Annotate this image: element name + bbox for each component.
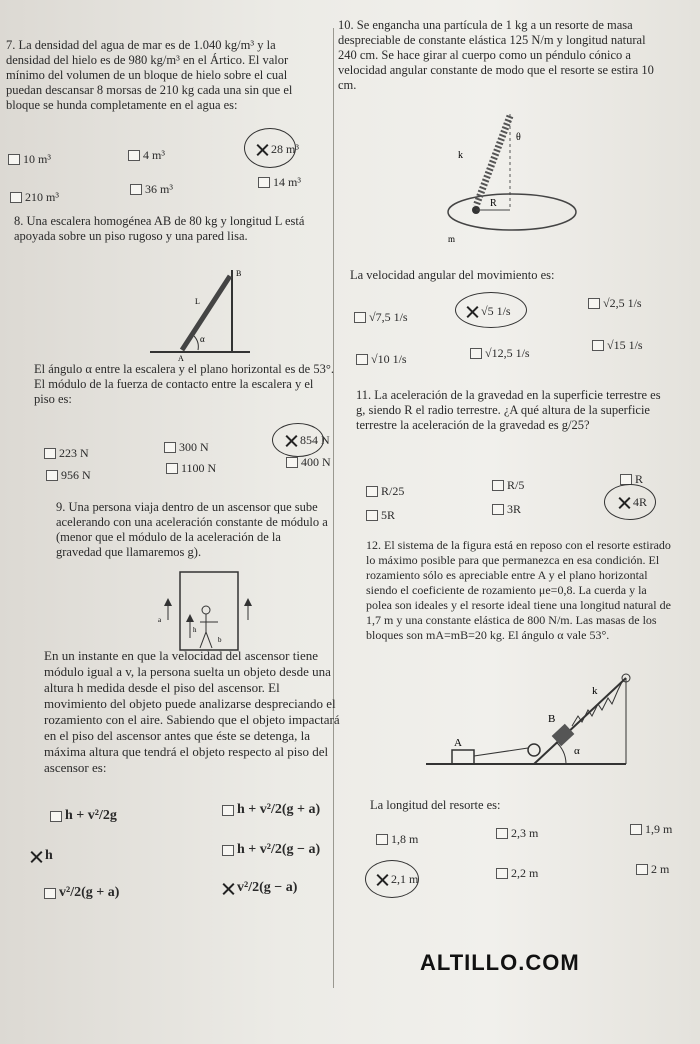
q12-option-4[interactable]: 2,1 m	[376, 872, 418, 887]
q10-option-3[interactable]: √2,5 1/s	[588, 296, 642, 311]
q7-option-5[interactable]: 36 m³	[130, 182, 173, 197]
q8-option-1[interactable]: 223 N	[44, 446, 89, 461]
question-9-body: En un instante en que la velocidad del ascensor tiene módulo igual a v, la persona suelta un objeto desde una altura h medida desde el piso del ascensor. El movimiento del objeto puede analizarse despreciando el rozamiento con el aire. Sabiendo que el objeto impactará en el piso del ascensor antes que éste se detenga, la máxima altura que tendrá el objeto respecto al piso del ascensor es:	[44, 648, 340, 775]
svg-text:L: L	[195, 297, 200, 306]
question-10: 10. Se engancha una partícula de 1 kg a un resorte de masa despreciable de constante elástica 125 N/m y longitud natural 240 cm. Se hace girar al cuerpo como un péndulo cónico a velocidad angular constante de modo que el resorte se estira 10 cm.	[338, 18, 654, 92]
q11-option-6[interactable]: 4R	[618, 495, 647, 510]
q9-option-3[interactable]: h	[30, 848, 53, 864]
elevator-figure	[152, 566, 262, 656]
question-8: 8. Una escalera homogénea AB de 80 kg y longitud L está apoyada sobre un piso rugoso y una pared lisa.	[14, 214, 305, 243]
q8-option-5[interactable]: 1100 N	[166, 461, 216, 476]
question-9: 9. Una persona viaja dentro de un ascensor que sube acelerando con una aceleración constante de módulo a (menor que el módulo de la aceleración de la gravedad que llamaremos g).	[56, 500, 328, 559]
answer-circle	[455, 292, 527, 328]
q8-option-3[interactable]: 854 N	[285, 433, 330, 448]
q7-option-4[interactable]: 210 m³	[10, 190, 59, 205]
svg-text:A: A	[178, 354, 184, 362]
q9-option-5[interactable]: v²/2(g + a)	[44, 885, 119, 901]
q7-option-1[interactable]: 10 m³	[8, 152, 51, 167]
question-11: 11. La aceleración de la gravedad en la superficie terrestre es g, siendo R el radio terrestre. ¿A qué altura de la superficie terrestre la aceleración de la gravedad es g/25?	[356, 388, 661, 432]
answer-circle	[365, 860, 419, 898]
question-7: 7. La densidad del agua de mar es de 1.040 kg/m³ y la densidad del hielo es de 980 kg/m³ en el Ártico. El valor mínimo del volumen de un bloque de hielo sobre el cual puedan descansar 8 morsas de 210 kg cada una sin que el bloque se hunda completamente en el agua es:	[6, 38, 293, 112]
q8-option-4[interactable]: 956 N	[46, 468, 91, 483]
q10-option-2[interactable]: √5 1/s	[466, 304, 511, 319]
q10-option-5[interactable]: √12,5 1/s	[470, 346, 530, 361]
svg-text:A: A	[454, 737, 462, 749]
answer-circle	[244, 128, 296, 168]
svg-text:R: R	[490, 198, 497, 209]
incline-spring-figure	[426, 668, 646, 778]
svg-text:b: b	[218, 636, 222, 644]
q7-option-2[interactable]: 4 m³	[128, 148, 165, 163]
answer-circle	[272, 423, 324, 457]
q8-option-6[interactable]: 400 N	[286, 455, 331, 470]
q11-option-3[interactable]: R	[620, 472, 643, 487]
question-10-prompt: La velocidad angular del movimiento es:	[350, 268, 555, 282]
q12-option-5[interactable]: 2,2 m	[496, 866, 538, 881]
svg-text:B: B	[236, 269, 242, 278]
svg-text:α: α	[200, 334, 205, 344]
q10-option-6[interactable]: √15 1/s	[592, 338, 643, 353]
watermark-logo: ALTILLO.COM	[420, 950, 580, 975]
question-8-body: El ángulo α entre la escalera y el plano horizontal es de 53°. El módulo de la fuerza de contacto entre la escalera y el piso es:	[34, 362, 334, 406]
svg-text:a: a	[158, 616, 162, 624]
q10-option-4[interactable]: √10 1/s	[356, 352, 407, 367]
q12-option-3[interactable]: 1,9 m	[630, 822, 672, 837]
q7-option-3[interactable]: 28 m³	[256, 142, 299, 157]
q12-option-2[interactable]: 2,3 m	[496, 826, 538, 841]
conical-pendulum-figure	[440, 110, 590, 250]
svg-text:α: α	[574, 745, 580, 757]
svg-text:k: k	[458, 150, 463, 161]
q11-option-4[interactable]: 5R	[366, 508, 395, 523]
q7-option-6[interactable]: 14 m³	[258, 175, 301, 190]
answer-circle	[604, 484, 656, 520]
q10-option-1[interactable]: √7,5 1/s	[354, 310, 408, 325]
q11-option-5[interactable]: 3R	[492, 502, 521, 517]
q9-option-1[interactable]: h + v²/2g	[50, 808, 117, 824]
q12-option-6[interactable]: 2 m	[636, 862, 669, 877]
column-divider	[333, 28, 334, 988]
q8-option-2[interactable]: 300 N	[164, 440, 209, 455]
ladder-figure	[150, 262, 260, 362]
svg-text:k: k	[592, 685, 598, 697]
question-12-prompt: La longitud del resorte es:	[370, 798, 501, 812]
question-12: 12. El sistema de la figura está en reposo con el resorte estirado lo máximo posible para que permanezca en esa condición. El rozamiento sólo es apreciable entre A y el plano horizontal siendo el coeficiente de rozamiento μe=0,8. La cuerda y la polea son ideales y el resorte ideal tiene una longitud natural de 1,7 m y una constante elástica de 800 N/m. Las masas de los bloques son mA=mB=20 kg. El ángulo α vale 53°.	[366, 538, 671, 642]
q11-option-1[interactable]: R/25	[366, 484, 404, 499]
q11-option-2[interactable]: R/5	[492, 478, 524, 493]
q9-option-6[interactable]: v²/2(g − a)	[222, 880, 297, 896]
q12-option-1[interactable]: 1,8 m	[376, 832, 418, 847]
svg-text:m: m	[448, 234, 456, 244]
q9-option-2[interactable]: h + v²/2(g + a)	[222, 802, 320, 818]
svg-text:h: h	[193, 626, 197, 634]
q9-option-4[interactable]: h + v²/2(g − a)	[222, 842, 320, 858]
svg-text:θ: θ	[516, 132, 521, 143]
svg-text:B: B	[548, 713, 556, 725]
